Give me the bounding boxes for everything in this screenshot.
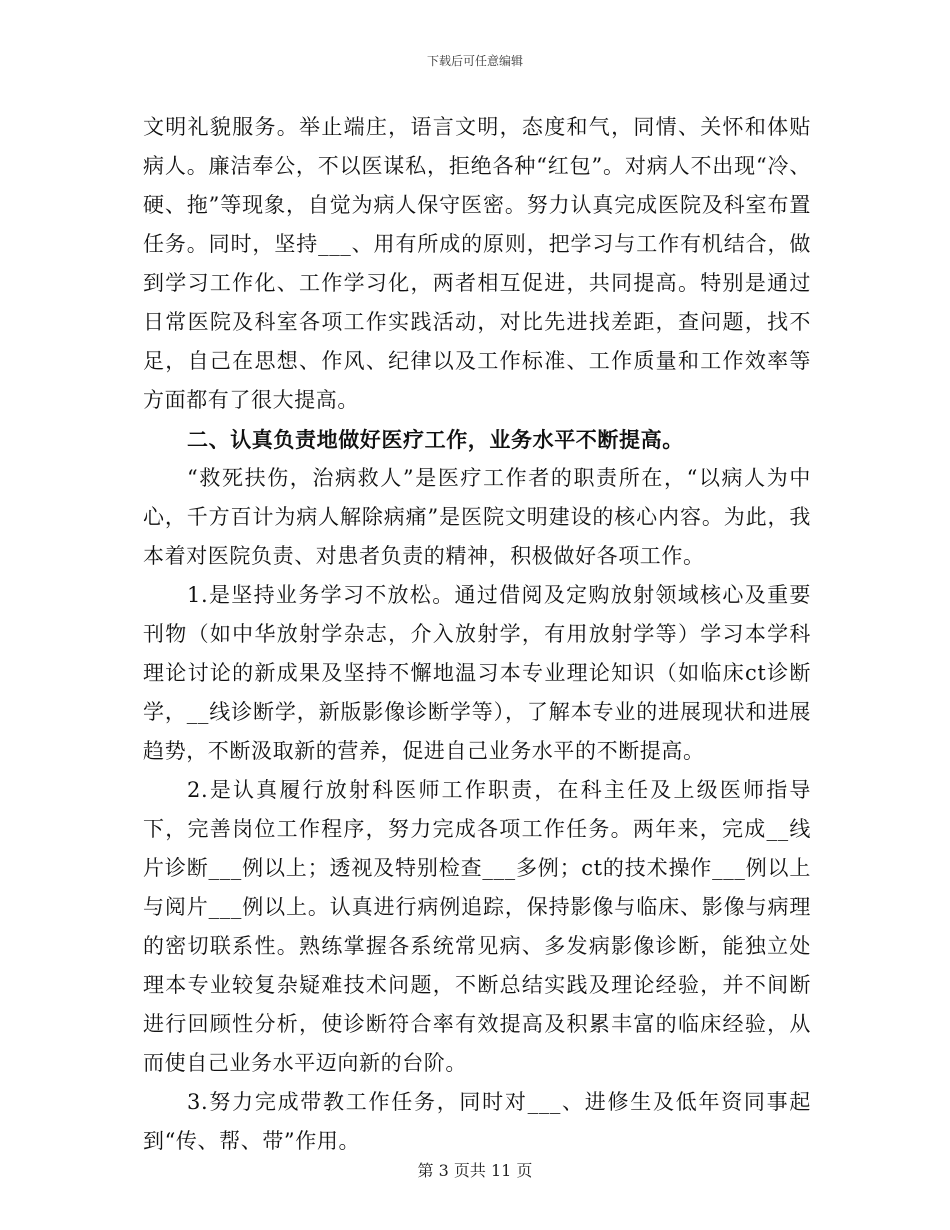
- page-number-footer: 第 3 页共 11 页: [417, 1161, 533, 1180]
- paragraph-item-1-study: 1.是坚持业务学习不放松。通过借阅及定购放射领域核心及重要刊物（如中华放射学杂志，介入放射学，有用放射学等）学习本学科理论讨论的新成果及坚持不懈地温习本专业理论知识（如临床ct诊断学，__线诊断学，新版影像诊断学等），了解本专业的进展现状和进展趋势，不断汲取新的营养，促进自己业务水平的不断提高。: [143, 583, 811, 763]
- page-header-note: 下载后可任意编辑: [426, 54, 523, 68]
- document-body: [143, 108, 811, 1161]
- paragraph-service-conduct: 文明礼貌服务。举止端庄，语言文明，态度和气，同情、关怀和体贴病人。廉洁奉公，不以医谋私，拒绝各种“红包”。对病人不出现“冷、硬、拖”等现象，自觉为病人保守医密。努力认真完成医院及科室布置任务。同时，坚持___、用有所成的原则，把学习与工作有机结合，做到学习工作化、工作学习化，两者相互促进，共同提高。特别是通过日常医院及科室各项工作实践活动，对比先进找差距，查问题，找不足，自己在思想、作风、纪律以及工作标准、工作质量和工作效率等方面都有了很大提高。: [143, 115, 811, 412]
- section-heading-two: 二、认真负责地做好医疗工作，业务水平不断提高。: [187, 427, 684, 452]
- paragraph-medical-duty: “救死扶伤，治病救人”是医疗工作者的职责所在，“以病人为中心，千方百计为病人解除病痛”是医院文明建设的核心内容。为此，我本着对医院负责、对患者负责的精神，积极做好各项工作。: [143, 466, 811, 568]
- paragraph-item-3-teaching: 3.努力完成带教工作任务，同时对___、进修生及低年资同事起到“传、帮、带”作用。: [143, 1090, 811, 1153]
- paragraph-item-2-duties: 2.是认真履行放射科医师工作职责，在科主任及上级医师指导下，完善岗位工作程序，努力完成各项工作任务。两年来，完成__线片诊断___例以上；透视及特别检查___多例；ct的技术操作___例以上与阅片___例以上。认真进行病例追踪，保持影像与临床、影像与病理的密切联系性。熟练掌握各系统常见病、多发病影像诊断，能独立处理本专业较复杂疑难技术问题，不断总结实践及理论经验，并不间断进行回顾性分析，使诊断符合率有效提高及积累丰富的临床经验，从而使自己业务水平迈向新的台阶。: [143, 778, 811, 1075]
